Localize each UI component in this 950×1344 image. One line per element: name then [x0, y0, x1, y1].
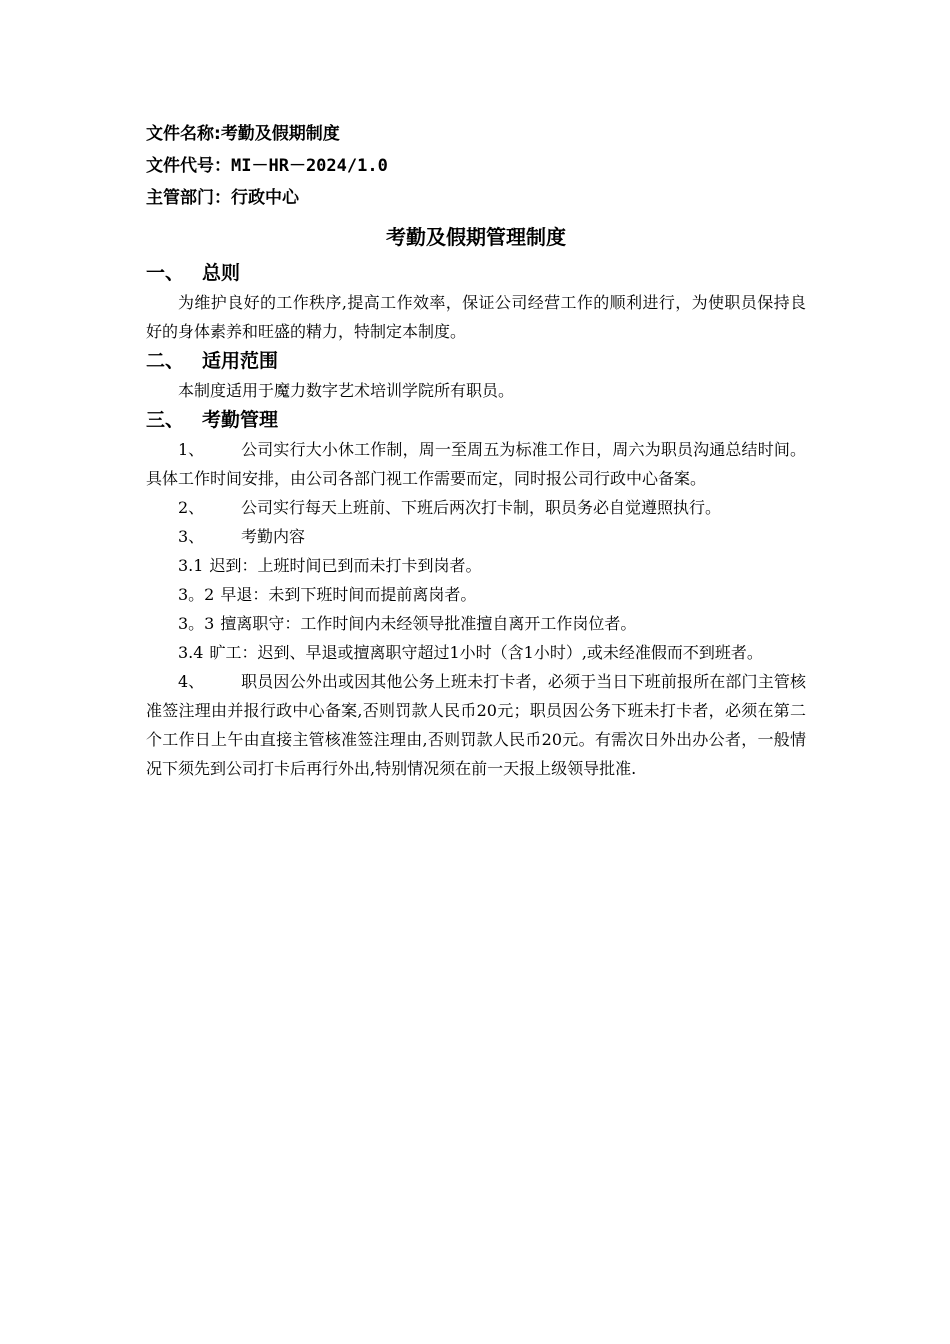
sub-item-text: 擅离职守：工作时间内未经领导批准擅自离开工作岗位者。	[220, 614, 637, 633]
department-line	[146, 182, 806, 214]
document-title: 考勤及假期管理制度	[386, 225, 566, 249]
list-item-text: 考勤内容	[241, 527, 306, 546]
list-item-number: 2、	[178, 498, 205, 517]
list-item	[146, 522, 806, 551]
sub-item-number: 3.1	[178, 556, 204, 575]
sub-item-number: 3。2	[178, 585, 215, 604]
list-item-number: 3、	[178, 527, 205, 546]
section-heading-scope	[146, 346, 806, 376]
list-item	[146, 435, 806, 493]
department-value: 行政中心	[231, 188, 299, 208]
department-label: 主管部门：	[146, 188, 231, 208]
section-title: 考勤管理	[202, 409, 279, 431]
file-name-label: 文件名称:	[146, 124, 221, 144]
section-title: 总则	[202, 262, 241, 284]
file-code-value: MI－HR－2024/1.0	[231, 156, 388, 176]
list-item-text: 公司实行大小休工作制，周一至周五为标准工作日，周六为职员沟通总结时间。具体工作时间安排，由公司各部门视工作需要而定，同时报公司行政中心备案。	[146, 440, 806, 488]
list-item	[146, 493, 806, 522]
section-general-text: 为维护良好的工作秩序,提高工作效率，保证公司经营工作的顺利进行，为使职员保持良好的身体素养和旺盛的精力，特制定本制度。	[146, 293, 806, 341]
list-item-number: 1、	[178, 440, 205, 459]
section-heading-general	[146, 258, 806, 288]
sub-item-number: 3.4	[178, 643, 204, 662]
list-item-number: 4、	[178, 672, 205, 691]
sub-list-item	[146, 638, 806, 667]
sub-list-item	[146, 551, 806, 580]
sub-list-item	[146, 580, 806, 609]
file-name-line	[146, 118, 806, 150]
sub-item-text: 旷工：迟到、早退或擅离职守超过1小时（含1小时）,或未经准假而不到班者。	[209, 643, 763, 662]
file-code-label: 文件代号：	[146, 156, 231, 176]
list-item-text: 职员因公外出或因其他公务上班未打卡者，必须于当日下班前报所在部门主管核准签注理由并报行政中心备案,否则罚款人民币20元；职员因公务下班未打卡者，必须在第二个工作日上午由直接主管核准签注理由,否则罚款人民币20元。有需次日外出办公者，一般情况下须先到公司打卡后再行外出,特别情况须在前一天报上级领导批准.	[146, 672, 806, 778]
list-item	[146, 667, 806, 783]
section-scope-text: 本制度适用于魔力数字艺术培训学院所有职员。	[178, 381, 515, 400]
section-heading-attendance	[146, 405, 806, 435]
sub-item-text: 迟到：上班时间已到而未打卡到岗者。	[209, 556, 482, 575]
file-code-line	[146, 150, 806, 182]
sub-list-item	[146, 609, 806, 638]
section-title: 适用范围	[202, 350, 279, 372]
file-name-value: 考勤及假期制度	[220, 124, 340, 144]
sub-item-text: 早退：未到下班时间而提前离岗者。	[220, 585, 477, 604]
sub-item-number: 3。3	[178, 614, 215, 633]
document-page	[146, 118, 806, 783]
list-item-text: 公司实行每天上班前、下班后两次打卡制，职员务必自觉遵照执行。	[241, 498, 722, 517]
section-number: 一、	[146, 262, 185, 284]
section-number: 三、	[146, 409, 185, 431]
section-number: 二、	[146, 350, 185, 372]
